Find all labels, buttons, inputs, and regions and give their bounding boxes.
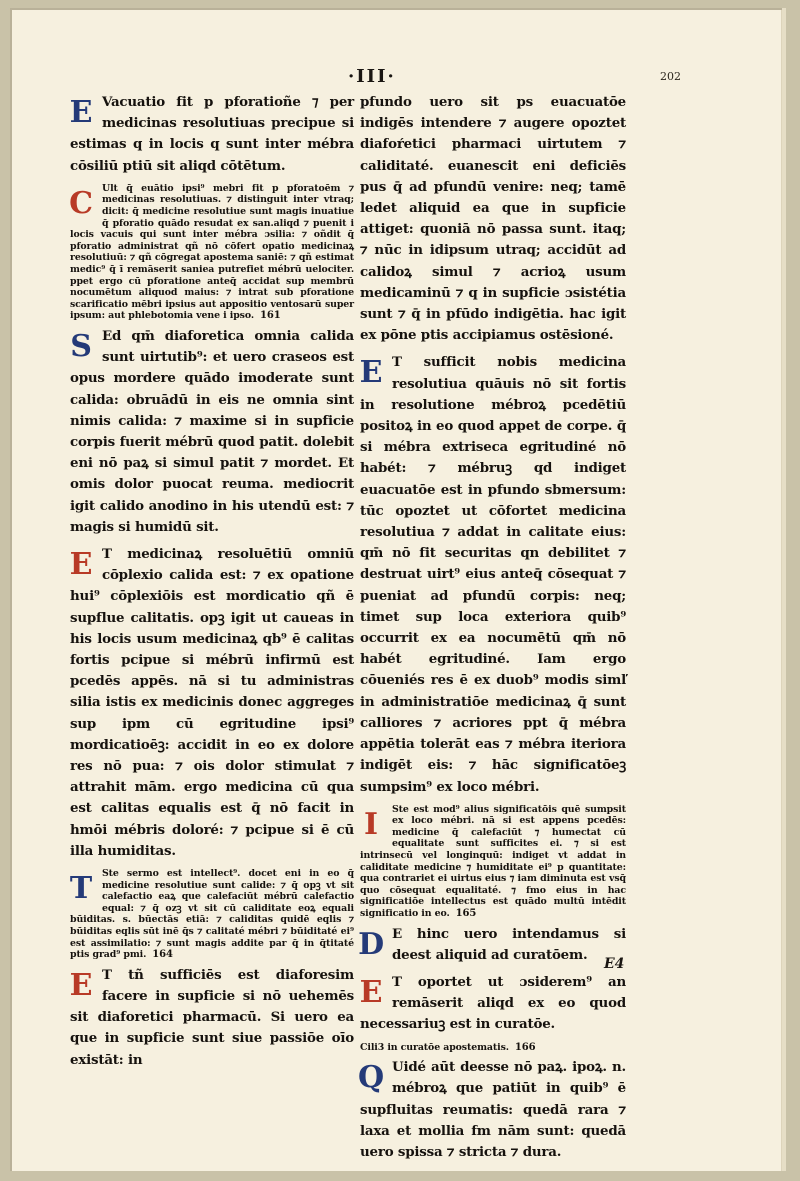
block-body: T medicinaꝝ resoluētiū omniū cōplexio calida est: ⁊ ex opatione hui⁹ cōplexiōis est mordicatio qñ ē supflue calitatis. opꝫ igit ut caueas in his locis usum medicinaꝝ qb⁹ ē calitas fortis pcipue si mébrū infirmū est pcedēs appēs. nā si tu administras silia istis ex medicinis donec aggreges sup ipm cū egritudine ipsi⁹ mordicatioēꝫ: accidit in eo ex dolore res nō pua: ⁊ ois dolor stimulat ⁊ attrahit mām. ergo medicina cū qua est calitas equalis est q̄ nō facit in hmōi mébris doloré: ⁊ pcipue si ē cū illa humiditas.: [70, 545, 354, 859]
commentary-number: 166: [514, 1041, 536, 1053]
block-body: Uidé aūt deesse nō paꝝ. ipoꝝ. n. mébroꝝ que patiūt in quib⁹ ē supfluitas reumatis: quedā rara ⁊ laxa et mollia fm nām sunt: quedā uero spissa ⁊ stricta ⁊ dura.: [360, 1059, 626, 1161]
signature-mark: E4: [604, 956, 625, 972]
block-body: pfundo uero sit ps euacuatōe indigēs intendere ⁊ augere opoztet diafoŕetici pharmaci uirtutem ⁊ caliditaté. euanescit eni deficiēs pus q̄ ad pfundū venire: neq; tamē ledet aliquid ea que in supficie attiget: quoniā nō passa sunt. itaq; ⁊ nūc in idipsum utraq; accidūt ad calidoꝝ simul ⁊ acrioꝝ usum medicaminū ⁊ q in supficie ɔsistétia sunt ⁊ q̄ in pfūdo indigētia. hac igit ex pōne ptis accipiamus ostēsioné.: [360, 94, 626, 344]
text-block: [70, 92, 354, 177]
paragraph-text: [360, 972, 626, 1036]
block-body: Cili3 in curatōe apostematis.: [360, 1041, 509, 1053]
paragraph-text: [70, 544, 354, 862]
block-body: T tñ sufficiēs est diaforesim facere in supficie si nō uehemēs sit diaforetici pharmacū. Si uero ea que in supficie sunt siue passiōe oīo existāt: in: [70, 966, 354, 1068]
right-column: [360, 92, 626, 1169]
drop-initial: S: [70, 328, 92, 364]
block-body: Vacuatio fit p pforatioñe ⁊ per medicinas resolutiuas precipue si estimas q in locis q sunt inter mébra cōsiliū ptiū sit aliqd cōtētum.: [70, 94, 354, 174]
drop-initial: E: [69, 967, 93, 1003]
text-block: [360, 972, 626, 1036]
commentary-block: [70, 868, 354, 961]
text-block: [360, 924, 626, 966]
drop-initial: E: [359, 355, 383, 391]
folio-number: 202: [660, 70, 681, 83]
text-block: [360, 92, 626, 346]
paragraph-text: [360, 1057, 626, 1163]
paragraph-text: [360, 92, 626, 346]
drop-initial: T: [69, 871, 93, 907]
drop-initial: I: [364, 806, 378, 842]
paragraph-text: [360, 924, 626, 966]
block-spacer: [70, 1071, 354, 1077]
block-spacer: [360, 1163, 626, 1169]
commentary-block: [360, 804, 626, 920]
text-block: [360, 352, 626, 797]
drop-initial: E: [359, 975, 383, 1011]
paragraph-text: [70, 92, 354, 177]
block-body: Ed qm̄ diaforetica omnia calida sunt uirtutib⁹: et uero craseos est opus mordere quādo imoderate sunt calida: obruādū in eis ne omnia sint nimis calida: ⁊ maxime si in supficie corpis fuerit mébrū quod patit. dolebit eni nō paꝝ si simul patit ⁊ mordet. Et omis dolor puocat reuma. mediocrit igit calido anodino in his utendū est: ⁊ magis si humidū sit.: [70, 327, 354, 535]
paragraph-text: [70, 326, 354, 538]
block-body: T oportet ut ɔsiderem⁹ an remāserit aliqd ex eo quod necessariuꝫ est in curatōe.: [360, 974, 626, 1033]
commentary-number: 161: [259, 310, 281, 322]
commentary-block: [70, 183, 354, 322]
block-body: Ult q̄ euātio ipsi⁹ mebri fit p pforatoēm ⁊ medicinas resolutiuas. ⁊ distinguit inter vtraq; dicit: q̄ medicine resolutiue sunt magis inuatiue q̄ pforatio quādo resudat ex san.aliqd ⁊ puenit i locis vacuis qui sunt inter mébra ɔsilia: ⁊ oñdit q̄ pforatio administrat qñ nō cōfert opatio medicinaꝝ resolutiuū: ⁊ qñ cōgregat apostema saniē: ⁊ qñ estimat medic⁹ q̄ ī remāserit saniea putrefiet mébrū uelociter. ppet ergo cū pforatione anteq̄ accidat sup membrū nocumētum aliquod maius: ⁊ intrat sub pforatione scarificatio mēbri ipsius aut appositio ventosarū super ipsum: aut phlebotomia vene i ipso.: [70, 182, 354, 322]
drop-initial: E: [69, 95, 93, 130]
commentary-text: [360, 1042, 626, 1054]
commentary-text: [360, 804, 626, 920]
commentary-number: 164: [152, 949, 173, 961]
commentary-text: [70, 868, 354, 961]
commentary-text: [70, 183, 354, 322]
block-body: T sufficit nobis medicina resolutiua quāuis nō sit fortis in resolutione mébroꝝ pcedētiū positoꝝ in eo quod appet de corpe. q̄ si mébra extrisecа egritudiné nō habét: ⁊ mébruꝫ qd indiget euacuatōe est in pfundo sbmersum: tūc opoztet ut cōfortet medicina resolutiua ⁊ addat in calitate eius: qm̄ nō fit securitas qn debilitet ⁊ destruat uirt⁹ eius anteq̄ cōsequat ⁊ pueniat ad pfundū corpis: neq; timet sup loca exteriora quib⁹ occurrit ex ea nocumētū qm̄ nō habét egritudiné. Iam ergo cōueniés res ē ex duob⁹ modis simľ in administratiōe medicinaꝝ q̄ sunt calliores ⁊ acriores ppt q̄ mébra appētia tolerāt eas ⁊ mébra iteriora indigēt eis: ⁊ hāc significatōeꝫ sumpsim⁹ ex loco mébri.: [360, 354, 626, 795]
left-column: [70, 92, 354, 1077]
text-block: [70, 965, 354, 1071]
block-body: Ste sermo est intellect⁹. docet eni in eo q̄ medicine resolutiue sunt calide: ⁊ q̄ opꝫ vt sit calefactio eaꝝ que calefaciūt mébrū calefactio equal: ⁊ q̄ ozꝫ vt sit cū caliditate eoꝝ equali būiditas. s. būectās etiā: ⁊ caliditas quidē eqlis ⁊ būiditas eqlis sūt inē q̄s ⁊ calitaté mébri ⁊ būiditaté ei⁹ est assimilatio: ⁊ sunt magis addite par q̄ in q̄titaté ptis grad⁹ pmi.: [70, 868, 354, 961]
text-block: [70, 544, 354, 862]
block-body: E hinc uero intendamus si deest aliquid ad curatōem.: [392, 925, 626, 963]
commentary-number: 165: [455, 908, 477, 920]
block-body: Ste est mod⁹ alius significatōis quē sumpsit ex loco mébri. nā si est appens pcedēs: medicine q̄ calefaciūt ⁊ humectat cū equalitate sunt sufficites ei. ⁊ si est intrinsecū vel longinquū: indiget vt addat in caliditate medicine ⁊ humiditate ei⁹ p quantitate: qua contrariet ei uirtus eius ⁊ iam diminuta est vsq̄ quo cōsequat equalitaté. ⁊ fmo eius in hac significatiōe intellectus est quādo multū intēdit significatio in eo.: [360, 803, 626, 920]
text-block: [70, 326, 354, 538]
paragraph-text: [360, 352, 626, 797]
text-block: [360, 1057, 626, 1163]
drop-initial: D: [358, 926, 384, 962]
paragraph-text: [70, 965, 354, 1071]
drop-initial: E: [69, 546, 93, 582]
running-head: ·III·: [348, 66, 396, 87]
drop-initial: Q: [358, 1060, 384, 1096]
commentary-block: [360, 1042, 626, 1054]
drop-initial: C: [69, 185, 93, 221]
